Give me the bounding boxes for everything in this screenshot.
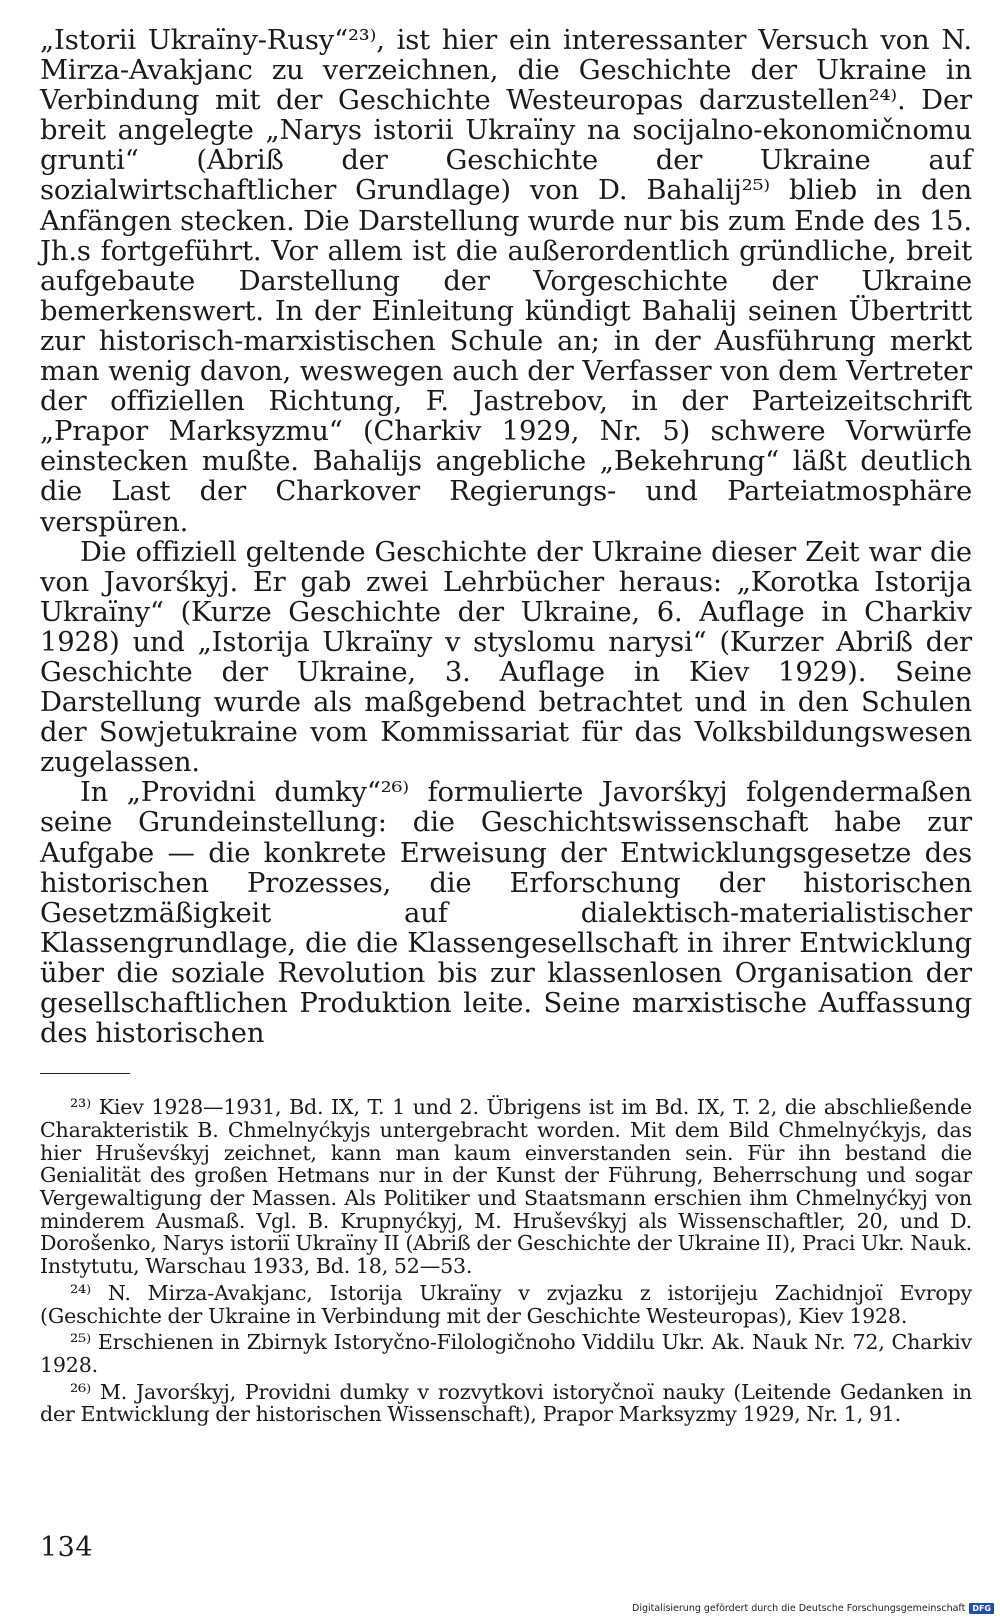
footnote-24: ²⁴⁾ N. Mirza-Avakjanc, Istorija Ukraïny v zvjazku z istorijeju Zachidnjoï Evropy (Geschichte der Ukraine in Verbindung mit der Geschichte Westeuropas), Kiev 1928. <box>40 1280 972 1328</box>
paragraph-1: „Istorii Ukraïny-Rusy“²³⁾, ist hier ein interessanter Versuch von N. Mirza-Avakjanc zu verzeichnen, die Geschichte der Ukraine in Verbindung mit der Geschichte Westeuropas darzustellen²⁴⁾. Der breit angelegte „Narys istorii Ukraïny na socijalno-ekonomičnomu grunti“ (Abriß der Geschichte der Ukraine auf sozialwirtschaftlicher Grundlage) von D. Bahalij²⁵⁾ blieb in den Anfängen stecken. Die Darstellung wurde nur bis zum Ende des 15. Jh.s fortgeführt. Vor allem ist die außerordentlich gründliche, breit aufgebaute Darstellung der Vorgeschichte der Ukraine bemerkenswert. In der Einleitung kündigt Bahalij seinen Übertritt zur historisch-marxistischen Schule an; in der Ausführung merkt man wenig davon, weswegen auch der Verfasser von dem Vertreter der offiziellen Richtung, F. Jastrebov, in der Parteizeitschrift „Prapor Marksyzmu“ (Charkiv 1929, Nr. 5) schwere Vorwürfe einstecken mußte. Bahalijs angebliche „Bekehrung“ läßt deutlich die Last der Charkover Regierungs- und Parteiatmosphäre verspüren. <box>40 25 972 538</box>
footnote-26: ²⁶⁾ M. Javorśkyj, Providni dumky v rozvytkovi istoryčnoï nauky (Leitende Gedanken in der Entwicklung der historischen Wissenschaft), Prapor Marksyzmy 1929, Nr. 1, 91. <box>40 1379 972 1427</box>
paragraph-3: In „Providni dumky“²⁶⁾ formulierte Javorśkyj folgendermaßen seine Grundeinstellung: die Geschichtswissenschaft habe zur Aufgabe — die konkrete Erweisung der Entwicklungsgesetze des historischen Prozesses, die Erforschung der historischen Gesetzmäßigkeit auf dialektisch-materialistischer Klassengrundlage, die die Klassengesellschaft in ihrer Entwicklung über die soziale Revolution bis zur klassenlosen Organisation der gesellschaftlichen Produktion leite. Seine marxistische Auffassung des historischen <box>40 777 972 1050</box>
footnote-23: ²³⁾ Kiev 1928—1931, Bd. IX, T. 1 und 2. Übrigens ist im Bd. IX, T. 2, die abschließende Charakteristik B. Chmelnyćkyjs untergebracht worden. Mit dem Bild Chmelnyćkyjs, das hier Hruševśkyj zeichnet, kann man kaum einverstanden sein. Für ihn bestand die Genialität des großen Hetmans nur in der Kunst der Führung, Beherrschung und sogar Vergewaltigung der Massen. Als Politiker und Staatsmann erschien ihm Chmelnyćkyj von minderem Ausmaß. Vgl. B. Krupnyćkyj, M. Hruševśkyj als Wissenschaftler, 20, und D. Dorošenko, Narys istoriï Ukraïny II (Abriß der Geschichte der Ukraine II), Praci Ukr. Nauk. Instytutu, Warschau 1933, Bd. 18, 52—53. <box>40 1095 972 1279</box>
dfg-logo-icon: DFG <box>969 1603 994 1614</box>
body-text <box>40 26 972 1049</box>
digitization-credit <box>632 1603 994 1614</box>
footnote-divider <box>40 1073 130 1074</box>
page-content <box>40 26 972 1430</box>
footnote-25: ²⁵⁾ Erschienen in Zbirnyk Istoryčno-Filologičnoho Viddilu Ukr. Ak. Nauk Nr. 72, Charkiv 1928. <box>40 1330 972 1377</box>
page-number: 134 <box>40 1532 94 1563</box>
credit-text: Digitalisierung gefördert durch die Deutsche Forschungsgemeinschaft <box>632 1603 966 1614</box>
footnotes <box>40 1096 972 1426</box>
paragraph-2: Die offiziell geltende Geschichte der Ukraine dieser Zeit war die von Javorśkyj. Er gab zwei Lehrbücher heraus: „Korotka Istorija Ukraïny“ (Kurze Geschichte der Ukraine, 6. Auflage in Charkiv 1928) und „Istorija Ukraïny v styslomu narysi“ (Kurzer Abriß der Geschichte der Ukraine, 3. Auflage in Kiev 1929). Seine Darstellung wurde als maßgebend betrachtet und in den Schulen der Sowjetukraine vom Kommissariat für das Volksbildungswesen zugelassen. <box>40 536 972 779</box>
